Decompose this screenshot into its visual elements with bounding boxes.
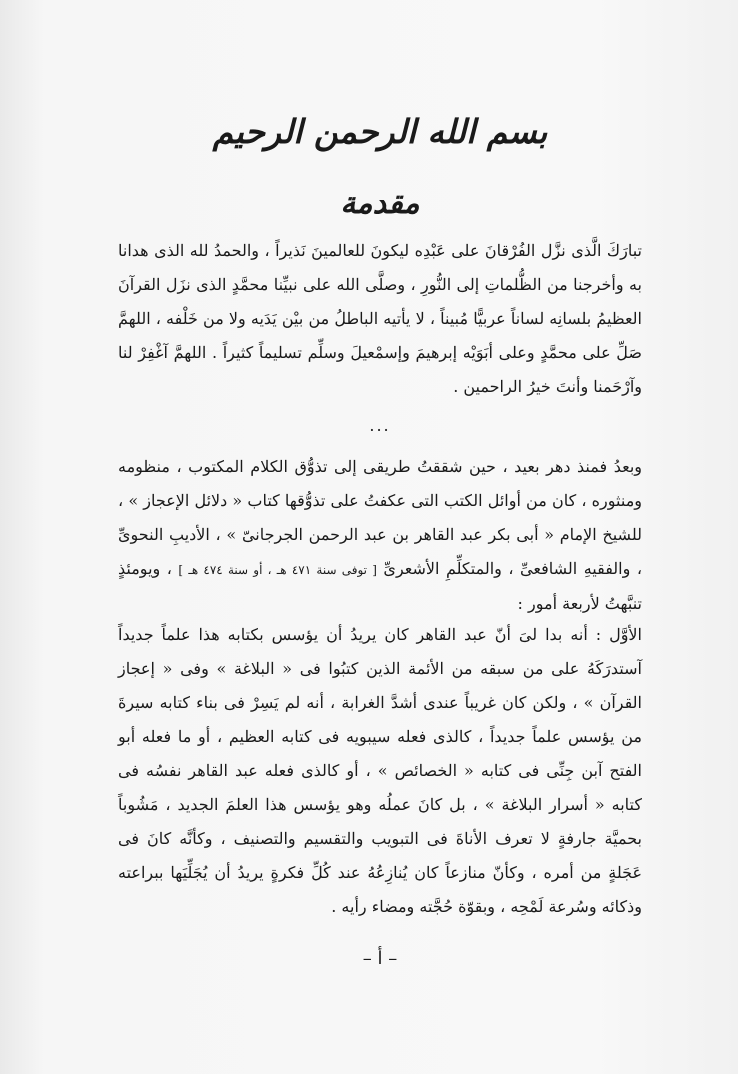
section-separator: ... (369, 416, 391, 435)
page-content (118, 0, 642, 1074)
page-number: – أ – (362, 948, 398, 969)
paragraph-2-tail: ، ويومئذٍ تنبَّهتُ لأربعة أمور : (118, 559, 642, 613)
page-title: مقدمة (340, 186, 420, 221)
basmala: بسم الله الرحمن الرحيم (212, 112, 548, 151)
intro-paragraph: تبارَكَ الَّذى نزَّل الفُرْقانَ على عَبْدِه ليكونَ للعالمينَ نَذيراً ، والحمدُ لله الذى هدانا به وأخرجنا من الظُّلماتِ إلى النُّورِ ، وصلَّى الله على نبيِّنا محمَّدٍ الذى نزَل القرآنَ العظيمُ بلسانِه لساناً عربيًّا مُبيناً ، لا يأتيه الباطلُ من بيْن يَدَيه ولا من خَلْفه ، اللهمَّ صَلِّ على محمَّدٍ وعلى أبَوَيْه إبرهيمَ وإسمْعيلَ وسلِّم تسليماً كثيراً . اللهمَّ آغْفِرْ لنا وآرْحَمنا وأنتَ خيرُ الراحمين . (118, 241, 643, 396)
paragraph-3: الأوَّل : أنه بدا لىَ أنّ عبد القاهر كان يريدُ أن يؤسس بكتابه هذا علماً جديداً آستدرَكَهُ على من سبقه من الأئمة الذين كتبُوا فى « البلاغة » وفى « إعجاز القرآن » ، ولكن كان غريباً عندى أشدَّ الغرابة ، أنه لم يَسِرْ فى بناء كتابه سيرةَ من يؤسس علماً جديداً ، كالذى فعله سيبويه فى كتابه العظيم ، أو ما فعله أبو الفتح آبن جِنِّى فى كتابه « الخصائص » ، أو كالذى فعله عبد القاهر نفسُه فى كتابه « أسرار البلاغة » ، بل كانَ عملُه وهو يؤسس هذا العلمَ الجديد ، مَشُوباً بحميَّة جارفةٍ لا تعرف الأناةَ فى التبويب والتقسيم والتصنيف ، وكأنَّه كانَ فى عَجَلةٍ من أمره ، وكأنّ منازعاً كان يُنازِعُهُ عند كُلِّ فكرةٍ يريدُ أن يُجَلِّيَها ببراعته وذكائه وسُرعة لَمْحِه ، وبقوّة حُجَّته ومضاء رأيه . (118, 625, 642, 916)
paragraph-2 (118, 450, 642, 621)
death-date-note: [ توفى سنة ٤٧١ هـ ، أو سنة ٤٧٤ هـ ] (178, 563, 377, 577)
paragraph-2-main: وبعدُ فمنذ دهر بعيد ، حين شققتُ طريقى إلى تذوُّق الكلام المكتوب ، منظومه ومنثوره ، كان من أوائل الكتب التى عكفتُ على تذوُّقها كتاب « دلائل الإعجاز » ، للشيخ الإمام « أبى بكر عبد القاهر بن عبد الرحمن الجرجانىّ » ، الأديبِ النحوىِّ ، والفقيهِ الشافعىِّ ، والمتكلِّمِ الأشعرىِّ (118, 457, 642, 578)
